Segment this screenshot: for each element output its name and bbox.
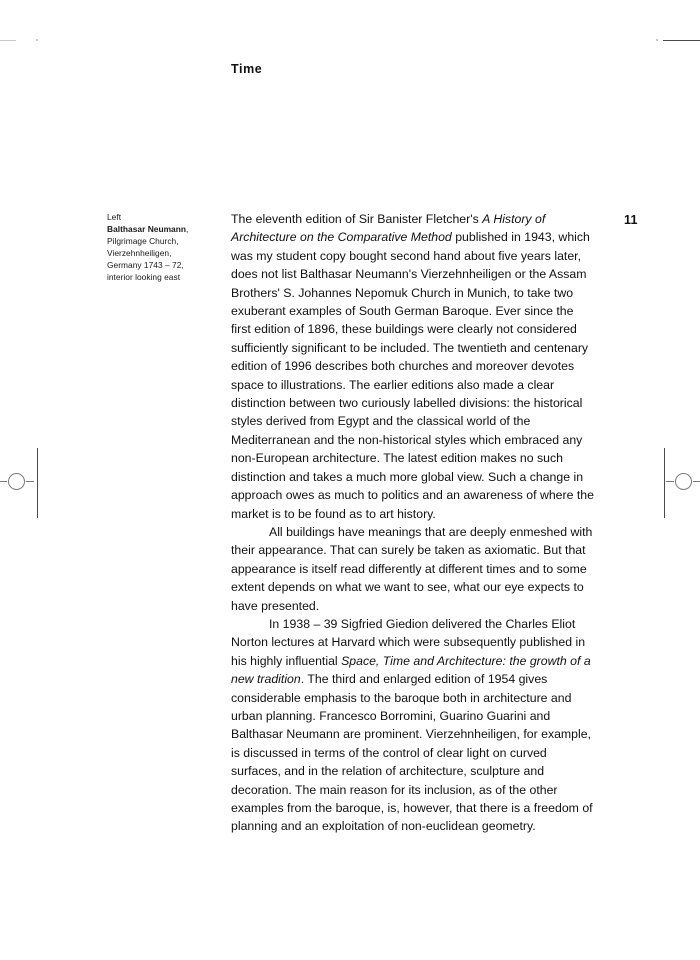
crop-mark-top-left — [0, 40, 16, 41]
para-3-run-1: Space, Time and Architecture: the growth of a new tradition — [231, 653, 591, 687]
caption-line-3: Pilgrimage Church, — [107, 236, 179, 247]
registration-target-left-icon — [8, 473, 25, 490]
running-head: Time — [231, 62, 263, 76]
registration-tick-right-outer — [666, 481, 674, 482]
crop-mark-top-right — [663, 40, 700, 41]
para-2 — [231, 523, 596, 615]
registration-tick-right-inner — [693, 481, 700, 482]
trim-line-right — [664, 448, 665, 518]
caption-title-line — [107, 223, 217, 235]
caption-architect-name: Balthasar Neumann — [107, 224, 186, 235]
para-3 — [231, 615, 596, 836]
body-text — [231, 210, 596, 836]
crop-dot-top-right — [656, 39, 658, 41]
caption-position-label: Left — [107, 212, 122, 222]
registration-tick-left-outer — [0, 481, 7, 482]
caption-line-6: interior looking east — [107, 272, 181, 283]
registration-tick-left-inner — [26, 481, 34, 482]
para-2-run-0: All buildings have meanings that are deeply enmeshed with their appearance. That can surely be taken as axiomatic. But that appearance is itself read differently at different times and to some extent depends on what we want to see, what our eye expects to have presented. — [231, 524, 593, 613]
para-1-run-2: published in 1943, which was my student copy bought second hand about five years later, does not list Balthasar Neumann's Vierzehnheiligen or the Assam Brothers' S. Johannes Nepomuk Church in Munich, to take two exuberant examples of South German Baroque. Ever since the first edition of 1896, these buildings were clearly not considered sufficiently significant to be included. The twentieth and centenary edition of 1996 describes both churches and moreover devotes space to illustrations. The earlier editions also made a clear distinction between two curiously labelled divisions: the historical styles derived from Egypt and the classical world of the Mediterranean and the non-historical styles which embraced any non-European architecture. The latest edition makes no such distinction and takes a much more global view. Such a change in approach owes as much to politics and an awareness of where the market is to be found as to art history. — [231, 230, 594, 521]
trim-line-left — [37, 448, 38, 518]
caption-line-5: Germany 1743 – 72, — [107, 260, 184, 271]
registration-target-right-icon — [675, 473, 692, 490]
figure-caption — [107, 211, 217, 284]
para-1-run-1: A History of Architecture on the Comparative Method — [231, 212, 546, 245]
page-number: 11 — [624, 213, 638, 227]
para-3-run-0: In 1938 – 39 Sigfried Giedion delivered the Charles Eliot Norton lectures at Harvard which were subsequently published in his highly influential — [231, 616, 586, 668]
para-1-run-0: The eleventh edition of Sir Banister Fletcher's — [231, 212, 483, 226]
para-3-run-2: . The third and enlarged edition of 1954 gives considerable emphasis to the baroque both in architecture and urban planning. Francesco Borromini, Guarino Guarini and Balthasar Neumann are prominent. Vierzehnheiligen, for example, is discussed in terms of the control of clear light on curved surfaces, and in the relation of architecture, sculpture and decoration. The main reason for its inclusion, as of the other examples from the baroque, is, however, that there is a freedom of planning and an exploitation of non-euclidean geometry. — [231, 672, 593, 834]
caption-title-trailing: , — [186, 224, 189, 235]
para-1 — [231, 210, 596, 523]
crop-dot-top-left — [36, 39, 38, 41]
caption-line-4: Vierzehnheiligen, — [107, 248, 172, 259]
